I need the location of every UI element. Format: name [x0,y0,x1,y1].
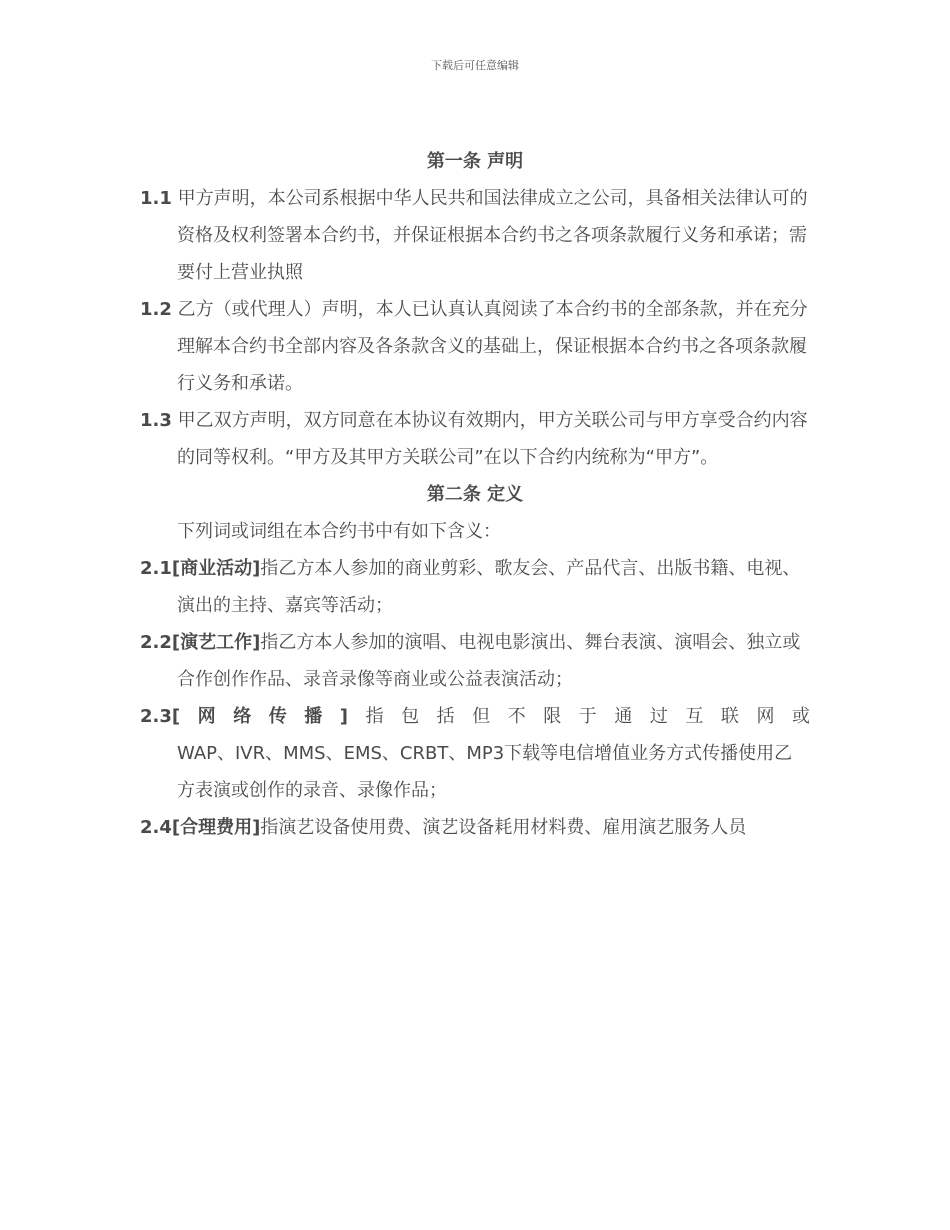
clause-2-2 [140,624,810,698]
clause-2-3-continuation: WAP、IVR、MMS、EMS、CRBT、MP3下载等电信增值业务方式传播使用乙方表演或创作的录音、录像作品； [177,743,793,801]
clause-2-3-first-line [140,698,810,735]
clause-text: 指乙方本人参加的商业剪彩、歌友会、产品代言、出版书籍、电视、演出的主持、嘉宾等活动； [177,558,801,616]
clause-text: 指包括但不限于通过互联网或 [348,706,811,727]
clause-text: 甲方声明，本公司系根据中华人民共和国法律成立之公司，具备相关法律认可的资格及权利签署本合约书，并保证根据本合约书之各项条款履行义务和承诺；需要付上营业执照 [177,188,808,283]
article-1-title: 第一条 声明 [426,151,524,172]
clause-1-3 [140,402,810,476]
clause-number: 2.2 [140,632,172,653]
document-body [140,143,810,846]
clause-number: 2.3 [140,706,172,727]
clause-text: 指演艺设备使用费、演艺设备耗用材料费、雇用演艺服务人员 [260,817,747,838]
clause-2-4 [140,809,810,846]
clause-number: 2.4 [140,817,172,838]
page-header-note: 下载后可任意编辑 [431,59,519,72]
defined-term: [演艺工作] [171,632,261,653]
clause-2-3 [140,698,810,809]
clause-number: 1.2 [140,299,172,320]
clause-text: 乙方（或代理人）声明，本人已认真认真阅读了本合约书的全部条款，并在充分理解本合约书全部内容及各条款含义的基础上，保证根据本合约书之各项条款履行义务和承诺。 [177,299,808,394]
clause-number: 1.1 [140,188,172,209]
clause-number: 2.1 [140,558,172,579]
defined-term: [商业活动] [171,558,261,579]
clause-text: 指乙方本人参加的演唱、电视电影演出、舞台表演、演唱会、独立或合作创作作品、录音录像等商业或公益表演活动； [177,632,801,690]
clause-2-1 [140,550,810,624]
clause-number: 1.3 [140,410,172,431]
clause-text: 甲乙双方声明，双方同意在本协议有效期内，甲方关联公司与甲方享受合约内容的同等权利。“甲方及其甲方关联公司”在以下合约内统称为“甲方”。 [177,410,808,468]
clause-1-2 [140,291,810,402]
clause-1-1 [140,180,810,291]
article-2-title: 第二条 定义 [426,484,524,505]
defined-term: [网络传播] [171,706,349,727]
definitions-intro: 下列词或词组在本合约书中有如下含义： [177,521,501,542]
defined-term: [合理费用] [171,817,261,838]
